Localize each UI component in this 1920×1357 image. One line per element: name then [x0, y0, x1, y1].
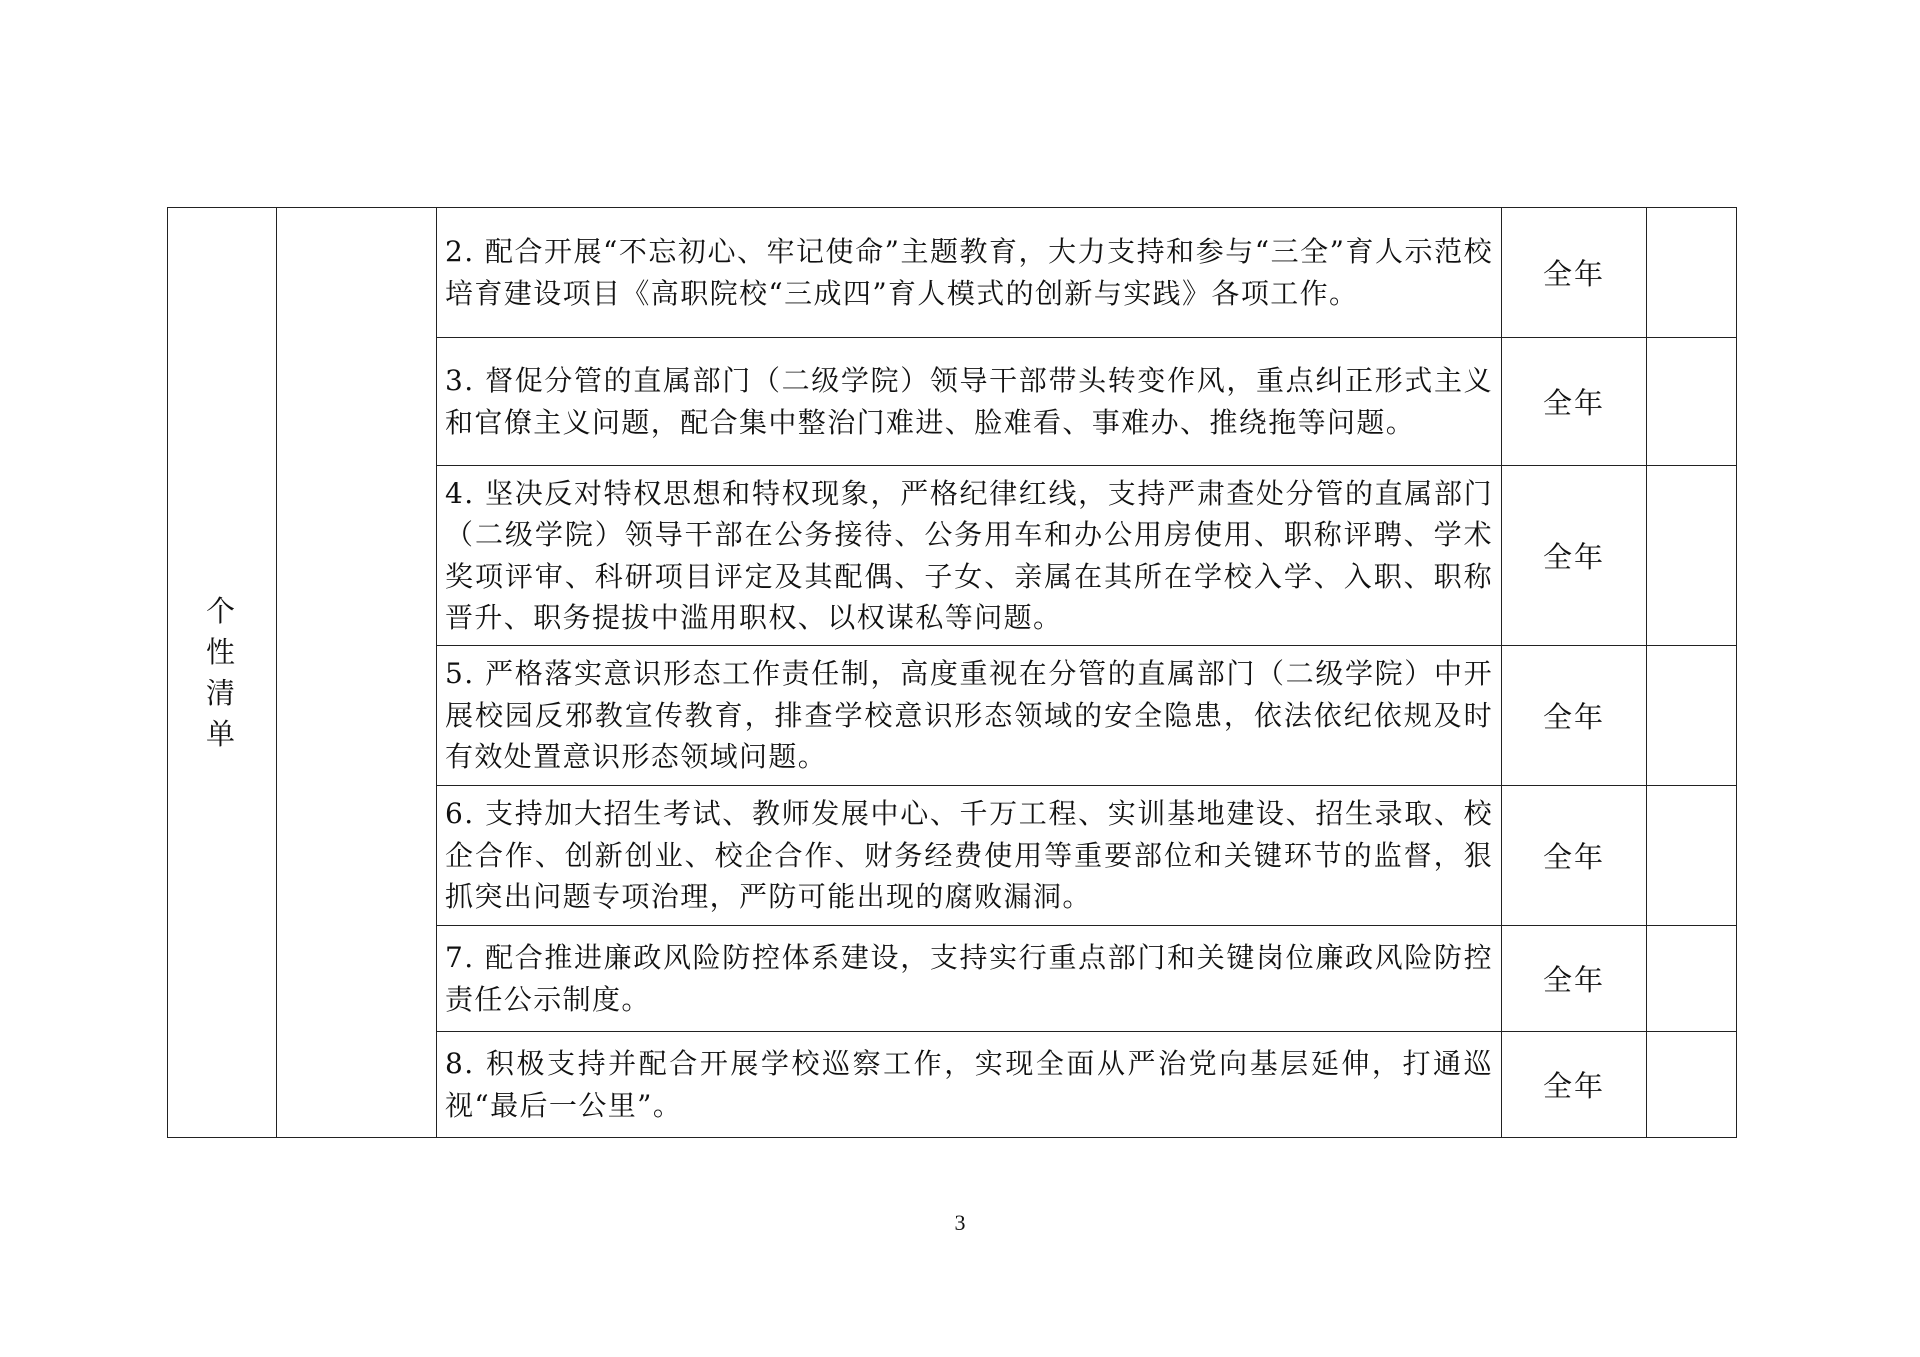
- note-cell: [1647, 646, 1737, 786]
- time-cell: 全年: [1502, 338, 1647, 466]
- time-cell: 全年: [1502, 1032, 1647, 1138]
- item-text: 7. 配合推进廉政风险防控体系建设，支持实行重点部门和关键岗位廉政风险防控责任公示制度。: [437, 926, 1502, 1032]
- time-cell: 全年: [1502, 926, 1647, 1032]
- item-text: 2. 配合开展“不忘初心、牢记使命”主题教育，大力支持和参与“三全”育人示范校培育建设项目《高职院校“三成四”育人模式的创新与实践》各项工作。: [437, 208, 1502, 338]
- subcategory-cell: [277, 208, 437, 1138]
- page-number: 3: [954, 1210, 966, 1235]
- note-cell: [1647, 1032, 1737, 1138]
- responsibility-table: [167, 207, 1737, 1138]
- table-row: [168, 208, 1737, 338]
- item-text: 6. 支持加大招生考试、教师发展中心、千万工程、实训基地建设、招生录取、校企合作、创新创业、校企合作、财务经费使用等重要部位和关键环节的监督，狠抓突出问题专项治理，严防可能出现的腐败漏洞。: [437, 786, 1502, 926]
- note-cell: [1647, 338, 1737, 466]
- time-cell: 全年: [1502, 646, 1647, 786]
- time-cell: 全年: [1502, 466, 1647, 646]
- category-cell: [168, 208, 277, 1138]
- item-text: 3. 督促分管的直属部门（二级学院）领导干部带头转变作风，重点纠正形式主义和官僚主义问题，配合集中整治门难进、脸难看、事难办、推绕拖等问题。: [437, 338, 1502, 466]
- item-text: 4. 坚决反对特权思想和特权现象，严格纪律红线，支持严肃查处分管的直属部门（二级学院）领导干部在公务接待、公务用车和办公用房使用、职称评聘、学术奖项评审、科研项目评定及其配偶、子女、亲属在其所在学校入学、入职、职称晋升、职务提拔中滥用职权、以权谋私等问题。: [437, 466, 1502, 646]
- category-label: 个性清单: [205, 593, 238, 751]
- item-text: 5. 严格落实意识形态工作责任制，高度重视在分管的直属部门（二级学院）中开展校园反邪教宣传教育，排查学校意识形态领域的安全隐患，依法依纪依规及时有效处置意识形态领域问题。: [437, 646, 1502, 786]
- note-cell: [1647, 466, 1737, 646]
- note-cell: [1647, 786, 1737, 926]
- note-cell: [1647, 208, 1737, 338]
- note-cell: [1647, 926, 1737, 1032]
- time-cell: 全年: [1502, 208, 1647, 338]
- time-cell: 全年: [1502, 786, 1647, 926]
- item-text: 8. 积极支持并配合开展学校巡察工作，实现全面从严治党向基层延伸，打通巡视“最后一公里”。: [437, 1032, 1502, 1138]
